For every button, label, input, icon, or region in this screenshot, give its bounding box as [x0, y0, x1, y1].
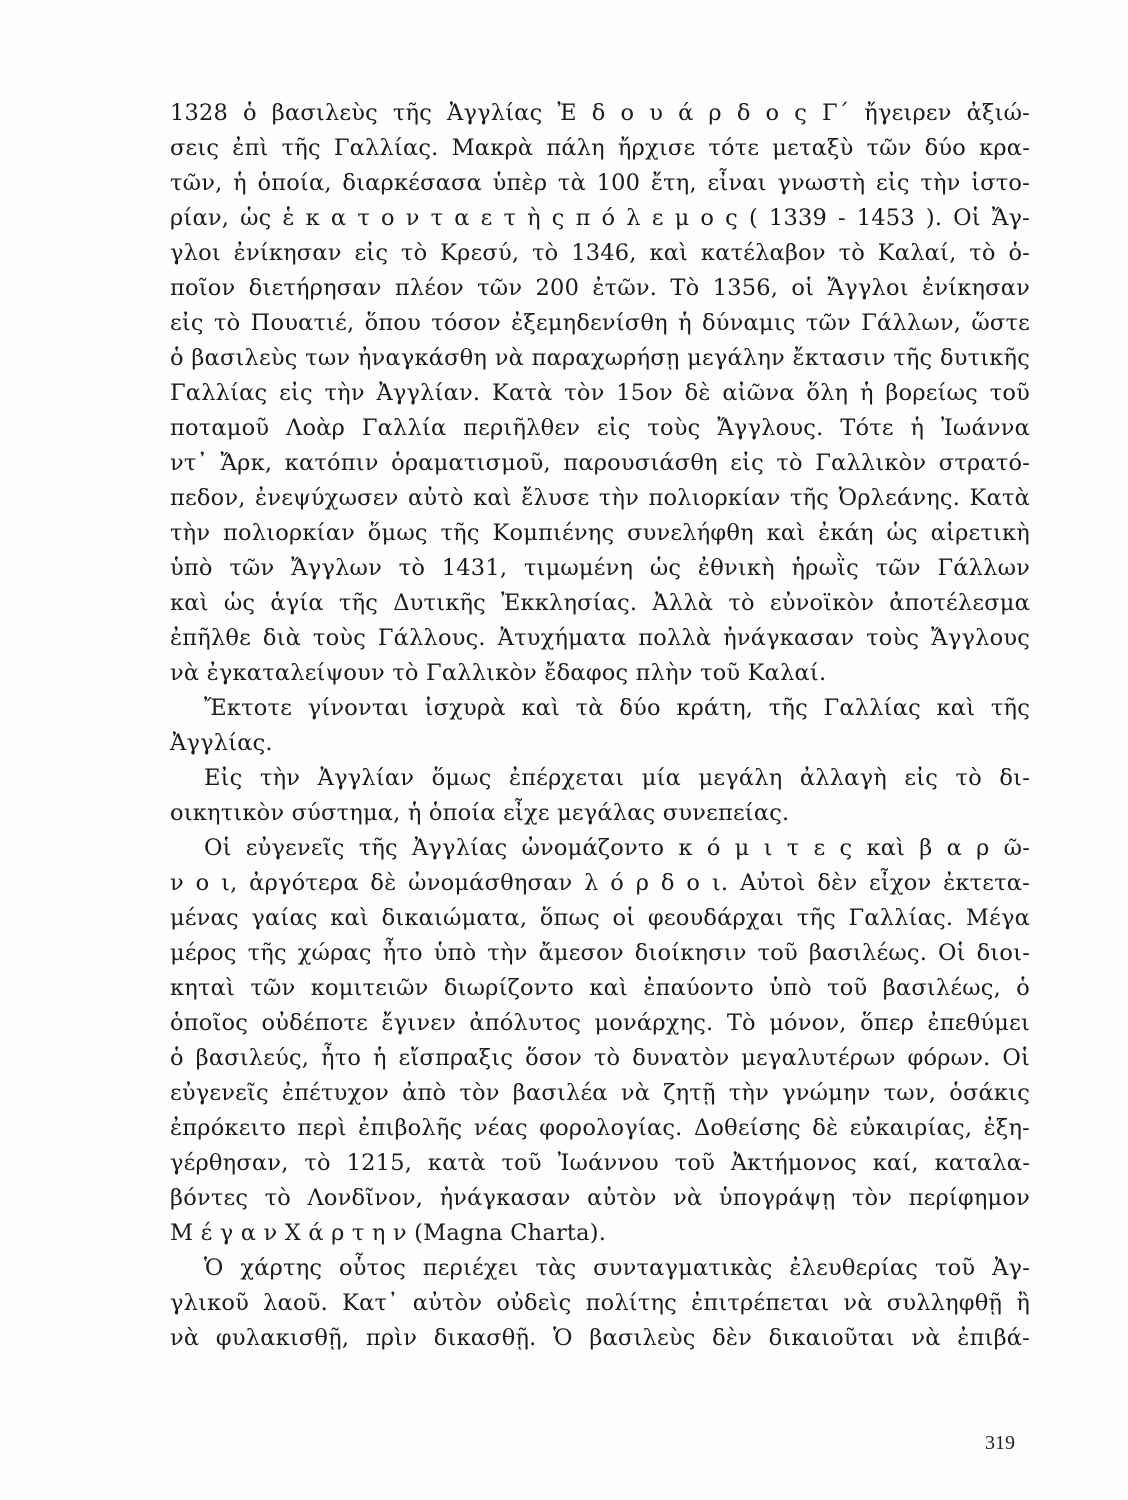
paragraph-magna-charta: [170, 1251, 1030, 1356]
text-line: καὶ ὡς ἁγία τῆς Δυτικῆς Ἐκκλησίας. Ἀλλὰ τὸ εὐνοϊκὸν ἀποτέλεσμα: [170, 590, 1030, 616]
text-line: ἐπῆλθε διὰ τοὺς Γάλλους. Ἀτυχήματα πολλὰ ἠνάγκασαν τοὺς Ἄγγλους: [170, 625, 1030, 651]
text-line: Γαλλίας εἰς τὴν Ἀγγλίαν. Κατὰ τὸν 15ον δὲ αἰῶνα ὅλη ἡ βορείως τοῦ: [170, 380, 1030, 406]
text-line: τῶν, ἡ ὁποία, διαρκέσασα ὑπὲρ τὰ 100 ἔτη, εἶναι γνωστὴ εἰς τὴν ἱστο-: [170, 170, 1030, 196]
text-line: Ἀγγλίας.: [170, 730, 273, 756]
paragraph-hundred-years-war: [170, 96, 1030, 691]
text-line: ν ο ι, ἀργότερα δὲ ὠνομάσθησαν λ ό ρ δ ο ι. Αὐτοὶ δὲν εἶχον ἐκτετα-: [170, 870, 1030, 896]
text-line: Ὁ χάρτης οὗτος περιέχει τὰς συνταγματικὰς ἐλευθερίας τοῦ Ἀγ-: [204, 1255, 1030, 1281]
text-line: κηταὶ τῶν κομιτειῶν διωρίζοντο καὶ ἐπαύοντο ὑπὸ τοῦ βασιλέως, ὁ: [170, 975, 1030, 1001]
text-line: Εἰς τὴν Ἀγγλίαν ὅμως ἐπέρχεται μία μεγάλη ἀλλαγὴ εἰς τὸ δι-: [204, 765, 1030, 791]
text-line: ὁ βασιλεύς, ἦτο ἡ εἴσπραξις ὅσον τὸ δυνατὸν μεγαλυτέρων φόρων. Οἱ: [170, 1045, 1030, 1071]
text-line: ντ᾿ Ἄρκ, κατόπιν ὁραματισμοῦ, παρουσιάσθη εἰς τὸ Γαλλικὸν στρατό-: [170, 450, 1030, 476]
text-line: σεις ἐπὶ τῆς Γαλλίας. Μακρὰ πάλη ἤρχισε τότε μεταξὺ τῶν δύο κρα-: [170, 135, 1030, 161]
text-line: ὑπὸ τῶν Ἄγγλων τὸ 1431, τιμωμένη ὡς ἐθνικὴ ἡρωῒς τῶν Γάλλων: [170, 555, 1030, 581]
text-line: Ἔκτοτε γίνονται ἰσχυρὰ καὶ τὰ δύο κράτη, τῆς Γαλλίας καὶ τῆς: [204, 695, 1030, 721]
text-line: εἰς τὸ Πουατιέ, ὅπου τόσον ἐξεμηδενίσθη ἡ δύναμις τῶν Γάλλων, ὥστε: [170, 310, 1030, 336]
text-line: ὁ βασιλεὺς των ἠναγκάσθη νὰ παραχωρήσῃ μεγάλην ἔκτασιν τῆς δυτικῆς: [170, 345, 1030, 371]
page-text: [170, 96, 1030, 1356]
text-line: νὰ ἐγκαταλείψουν τὸ Γαλλικὸν ἔδαφος πλὴν τοῦ Καλαί.: [170, 660, 827, 686]
text-line: γλοι ἐνίκησαν εἰς τὸ Κρεσύ, τὸ 1346, καὶ κατέλαβον τὸ Καλαί, τὸ ὁ-: [170, 240, 1030, 266]
text-line: μέρος τῆς χώρας ἦτο ὑπὸ τὴν ἄμεσον διοίκησιν τοῦ βασιλέως. Οἱ διοι-: [170, 940, 1030, 966]
text-line: πεδον, ἐνεψύχωσεν αὐτὸ καὶ ἔλυσε τὴν πολιορκίαν τῆς Ὀρλεάνης. Κατὰ: [170, 485, 1030, 511]
text-line: ποταμοῦ Λοὰρ Γαλλία περιῆλθεν εἰς τοὺς Ἄγγλους. Τότε ἡ Ἰωάννα: [170, 415, 1030, 441]
text-line: Οἱ εὐγενεῖς τῆς Ἀγγλίας ὠνομάζοντο κ ό μ ι τ ε ς καὶ β α ρ ῶ-: [204, 835, 1030, 861]
page-number: 319: [985, 1432, 1015, 1454]
text-line: Μ έ γ α ν Χ ά ρ τ η ν (Magna Charta).: [170, 1220, 607, 1246]
text-line: γέρθησαν, τὸ 1215, κατὰ τοῦ Ἰωάννου τοῦ Ἀκτήμονος καί, καταλα-: [170, 1150, 1030, 1176]
text-line: ὁποῖος οὐδέποτε ἔγινεν ἀπόλυτος μονάρχης. Τὸ μόνον, ὅπερ ἐπεθύμει: [170, 1010, 1030, 1036]
text-line: 1328 ὁ βασιλεὺς τῆς Ἀγγλίας Ἐ δ ο υ ά ρ δ ο ς Γ´ ἤγειρεν ἀξιώ-: [170, 100, 1030, 126]
text-line: εὐγενεῖς ἐπέτυχον ἀπὸ τὸν βασιλέα νὰ ζητῇ τὴν γνώμην των, ὁσάκις: [170, 1080, 1030, 1106]
text-line: βόντες τὸ Λονδῖνον, ἠνάγκασαν αὐτὸν νὰ ὑπογράψῃ τὸν περίφημον: [170, 1185, 1030, 1211]
text-line: οικητικὸν σύστημα, ἡ ὁποία εἶχε μεγάλας συνεπείας.: [170, 800, 790, 826]
text-line: ρίαν, ὡς ἑ κ α τ ο ν τ α ε τ ὴ ς π ό λ ε μ ο ς ( 1339 - 1453 ). Οἱ Ἄγ-: [170, 205, 1030, 231]
paragraph-nobles: [170, 831, 1030, 1251]
text-line: νὰ φυλακισθῇ, πρὶν δικασθῇ. Ὁ βασιλεὺς δὲν δικαιοῦται νὰ ἐπιβά-: [170, 1325, 1030, 1351]
text-line: ἐπρόκειτο περὶ ἐπιβολῆς νέας φορολογίας. Δοθείσης δὲ εὐκαιρίας, ἐξη-: [170, 1115, 1030, 1141]
text-line: τὴν πολιορκίαν ὅμως τῆς Κομπιένης συνελήφθη καὶ ἐκάη ὡς αἱρετικὴ: [170, 520, 1030, 546]
text-line: μένας γαίας καὶ δικαιώματα, ὅπως οἱ φεουδάρχαι τῆς Γαλλίας. Μέγα: [170, 905, 1030, 931]
paragraph-administrative-change: [170, 761, 1030, 831]
text-line: γλικοῦ λαοῦ. Κατ᾿ αὐτὸν οὐδεὶς πολίτης ἐπιτρέπεται νὰ συλληφθῇ ἢ: [170, 1290, 1030, 1316]
paragraph-two-states: [170, 691, 1030, 761]
text-line: ποῖον διετήρησαν πλέον τῶν 200 ἐτῶν. Τὸ 1356, οἱ Ἄγγλοι ἐνίκησαν: [170, 275, 1030, 301]
